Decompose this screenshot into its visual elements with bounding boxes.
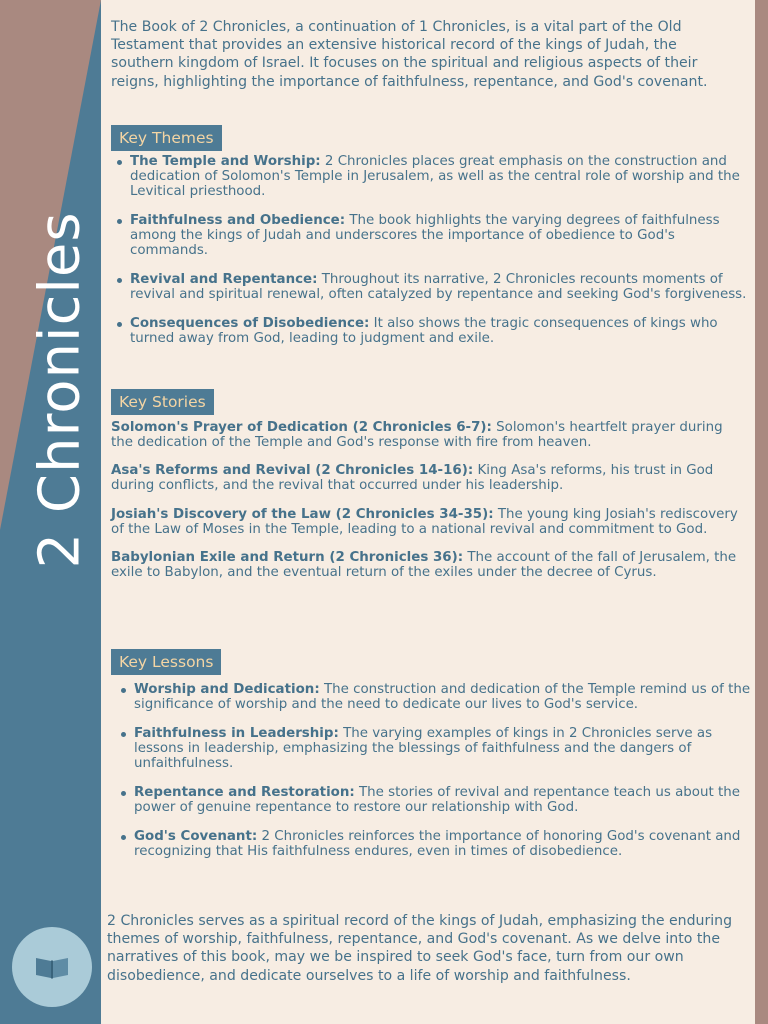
item-text: 2 Chronicles reinforces the importance of honoring God's covenant and recognizing that His faithfulness endures, even in times of disobedience. <box>134 828 741 859</box>
item-title: Faithfulness and Obedience: <box>130 212 346 228</box>
story-title: Asa's Reforms and Revival (2 Chronicles 14-16): <box>111 463 474 479</box>
story-text: King Asa's reforms, his trust in God during conflicts, and the revival that occurred under his leadership. <box>111 463 714 494</box>
item-title: Repentance and Restoration: <box>134 784 355 800</box>
list-item <box>130 155 756 200</box>
key-stories-label: Key Stories <box>111 389 214 415</box>
story-title: Josiah's Discovery of the Law (2 Chronicles 34-35): <box>111 506 494 522</box>
story-item <box>111 421 743 451</box>
item-text: Throughout its narrative, 2 Chronicles recounts moments of revival and spiritual renewal, often catalyzed by repentance and seeking God's forgiveness. <box>130 271 747 302</box>
key-themes-label: Key Themes <box>111 125 222 151</box>
item-text: The stories of revival and repentance teach us about the power of genuine repentance to restore our relationship with God. <box>134 784 740 815</box>
book-icon <box>32 952 72 982</box>
item-title: Consequences of Disobedience: <box>130 315 370 331</box>
item-title: Faithfulness in Leadership: <box>134 726 339 741</box>
item-title: Worship and Dedication: <box>134 682 320 697</box>
story-text: The account of the fall of Jerusalem, the exile to Babylon, and the eventual return of the exiles under the decree of Cyrus. <box>111 550 737 581</box>
key-lessons-label: Key Lessons <box>111 649 221 675</box>
list-item <box>134 727 756 772</box>
list-item <box>134 683 756 713</box>
list-item <box>130 273 756 303</box>
item-text: 2 Chronicles places great emphasis on the construction and dedication of Solomon's Temple in Jerusalem, as well as the central role of worship and the Levitical priesthood. <box>130 154 740 199</box>
item-title: The Temple and Worship: <box>130 154 321 169</box>
item-text: The varying examples of kings in 2 Chronicles serve as lessons in leadership, emphasizing the blessings of faithfulness and the dangers of unfaithfulness. <box>134 726 713 771</box>
list-item <box>134 786 756 816</box>
intro-paragraph: The Book of 2 Chronicles, a continuation of 1 Chronicles, is a vital part of the Old Testament that provides an extensive historical record of the kings of Judah, the southern kingdom of Israel. It focuses on the spiritual and religious aspects of their reigns, highlighting the importance of faithfulness, repentance, and God's covenant. <box>111 19 708 90</box>
list-item <box>134 830 756 860</box>
key-lessons-list <box>114 683 756 874</box>
item-text: The book highlights the varying degrees of faithfulness among the kings of Judah and underscores the importance of obedience to God's commands. <box>130 212 720 258</box>
closing-paragraph: 2 Chronicles serves as a spiritual record of the kings of Judah, emphasizing the enduring themes of worship, faithfulness, repentance, and God's covenant. As we delve into the narratives of this book, may we be inspired to seek God's face, turn from our own disobedience, and dedicate ourselves to a life of worship and faithfulness. <box>107 913 733 984</box>
key-themes-list <box>110 155 756 361</box>
story-item <box>111 464 743 494</box>
book-title: 2 Chronicles <box>27 211 93 569</box>
item-text: The construction and dedication of the Temple remind us of the significance of worship and the need to dedicate our lives to God's service. <box>134 682 751 712</box>
story-title: Babylonian Exile and Return (2 Chronicles 36): <box>111 550 464 566</box>
story-item <box>111 551 743 581</box>
story-text: The young king Josiah's rediscovery of the Law of Moses in the Temple, leading to a national revival and commitment to God. <box>111 506 738 537</box>
content-panel <box>101 0 755 1024</box>
item-title: Revival and Repentance: <box>130 271 318 287</box>
sidebar <box>0 0 101 1024</box>
list-item <box>130 317 756 347</box>
story-title: Solomon's Prayer of Dedication (2 Chronicles 6-7): <box>111 420 492 435</box>
item-title: God's Covenant: <box>134 828 258 844</box>
key-stories-list <box>111 421 743 595</box>
story-text: Solomon's heartfelt prayer during the dedication of the Temple and God's response with fire from heaven. <box>111 420 723 450</box>
logo-badge <box>12 927 92 1007</box>
list-item <box>130 214 756 259</box>
story-item <box>111 508 743 538</box>
item-text: It also shows the tragic consequences of kings who turned away from God, leading to judgment and exile. <box>130 315 718 346</box>
